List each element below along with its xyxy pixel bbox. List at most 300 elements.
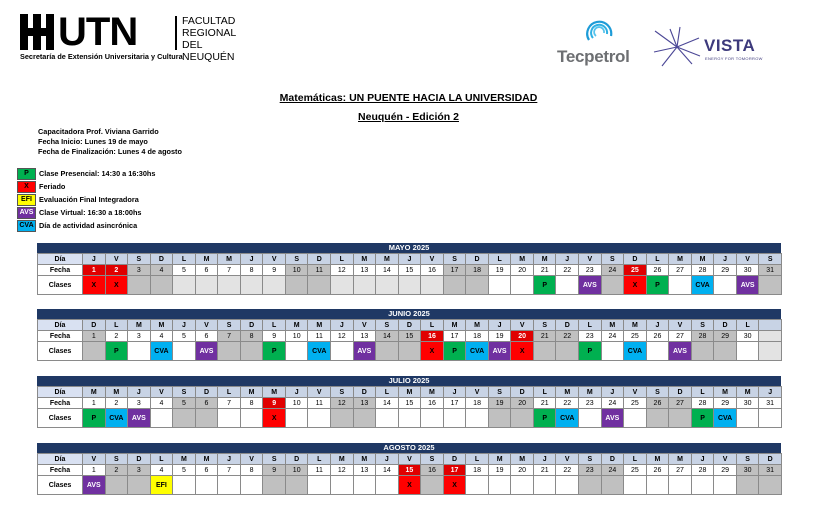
class-cell xyxy=(759,276,782,295)
date-cell: 23 xyxy=(579,398,602,409)
weekday-cell: M xyxy=(398,387,421,398)
date-cell: 25 xyxy=(624,265,647,276)
class-cell: CVA xyxy=(691,276,714,295)
date-cell: 13 xyxy=(353,331,376,342)
weekday-cell: V xyxy=(195,320,218,331)
date-cell: 16 xyxy=(421,398,444,409)
row-fecha xyxy=(38,398,782,409)
weekday-cell: V xyxy=(736,254,759,265)
legend-swatch: X xyxy=(17,181,36,193)
month-title: AGOSTO 2025 xyxy=(37,443,781,453)
row-label: Día xyxy=(38,254,83,265)
class-cell xyxy=(195,276,218,295)
row-fecha xyxy=(38,465,782,476)
date-cell: 13 xyxy=(353,398,376,409)
class-cell xyxy=(714,276,737,295)
date-cell: 3 xyxy=(128,465,151,476)
date-cell: 15 xyxy=(398,398,421,409)
calendar-julio xyxy=(37,376,781,428)
date-cell: 27 xyxy=(669,465,692,476)
class-cell xyxy=(624,409,647,428)
class-cell: AVS xyxy=(736,276,759,295)
date-cell: 23 xyxy=(579,465,602,476)
weekday-cell: D xyxy=(128,454,151,465)
weekday-cell: V xyxy=(398,454,421,465)
weekday-cell: M xyxy=(579,387,602,398)
row-label: Clases xyxy=(38,342,83,361)
weekday-cell: V xyxy=(466,387,489,398)
class-cell: CVA xyxy=(105,409,128,428)
weekday-cell: D xyxy=(714,320,737,331)
class-cell xyxy=(398,342,421,361)
date-cell: 22 xyxy=(556,398,579,409)
weekday-cell: L xyxy=(646,254,669,265)
weekday-cell: L xyxy=(150,454,173,465)
class-cell: X xyxy=(83,276,106,295)
weekday-cell: M xyxy=(556,387,579,398)
date-cell: 30 xyxy=(736,398,759,409)
weekday-cell: J xyxy=(759,387,782,398)
weekday-cell: S xyxy=(759,254,782,265)
date-cell: 25 xyxy=(624,331,647,342)
weekday-cell: S xyxy=(579,454,602,465)
row-dia xyxy=(38,320,782,331)
date-cell: 1 xyxy=(83,265,106,276)
weekday-cell: L xyxy=(533,387,556,398)
weekday-cell: M xyxy=(736,387,759,398)
weekday-cell: S xyxy=(646,387,669,398)
row-label: Día xyxy=(38,454,83,465)
class-cell xyxy=(759,476,782,495)
date-cell: 2 xyxy=(105,265,128,276)
date-cell: 22 xyxy=(556,331,579,342)
class-cell xyxy=(466,276,489,295)
weekday-cell: D xyxy=(308,254,331,265)
weekday-cell: S xyxy=(443,254,466,265)
date-cell: 14 xyxy=(376,398,399,409)
weekday-cell: M xyxy=(285,320,308,331)
class-cell xyxy=(421,276,444,295)
date-cell: 9 xyxy=(263,465,286,476)
class-cell xyxy=(376,276,399,295)
date-cell: 1 xyxy=(83,331,106,342)
date-cell: 18 xyxy=(466,398,489,409)
date-cell: 17 xyxy=(443,465,466,476)
weekday-cell: M xyxy=(511,254,534,265)
class-cell xyxy=(218,476,241,495)
date-cell: 8 xyxy=(240,465,263,476)
weekday-cell: M xyxy=(353,254,376,265)
date-cell: 5 xyxy=(173,265,196,276)
vista-tagline: ENERGY FOR TOMORROW xyxy=(705,56,763,61)
date-cell: 24 xyxy=(601,465,624,476)
class-cell xyxy=(263,476,286,495)
date-cell: 17 xyxy=(443,331,466,342)
weekday-cell: L xyxy=(376,387,399,398)
date-cell: 9 xyxy=(263,331,286,342)
weekday-cell: S xyxy=(173,387,196,398)
date-cell: 23 xyxy=(579,331,602,342)
row-fecha xyxy=(38,265,782,276)
vista-wordmark: VISTA xyxy=(704,36,756,55)
vista-star-icon xyxy=(652,26,702,68)
legend-label: Feriado xyxy=(39,182,66,191)
class-cell xyxy=(398,409,421,428)
date-cell: 2 xyxy=(105,465,128,476)
weekday-cell: M xyxy=(150,320,173,331)
date-cell: 23 xyxy=(579,265,602,276)
weekday-cell: M xyxy=(488,454,511,465)
class-cell: P xyxy=(646,276,669,295)
date-cell: 5 xyxy=(173,331,196,342)
date-cell: 25 xyxy=(624,398,647,409)
date-cell: 7 xyxy=(218,398,241,409)
date-cell: 21 xyxy=(533,398,556,409)
weekday-cell: M xyxy=(263,387,286,398)
date-cell: 6 xyxy=(195,331,218,342)
date-cell: 26 xyxy=(646,331,669,342)
date-cell: 31 xyxy=(759,265,782,276)
date-cell: 29 xyxy=(714,465,737,476)
weekday-cell: J xyxy=(128,387,151,398)
date-cell: 14 xyxy=(376,265,399,276)
class-cell xyxy=(240,476,263,495)
date-cell: 5 xyxy=(173,398,196,409)
class-cell xyxy=(556,476,579,495)
date-cell: 30 xyxy=(736,331,759,342)
weekday-cell: V xyxy=(83,454,106,465)
class-cell xyxy=(691,342,714,361)
date-cell: 4 xyxy=(150,331,173,342)
row-label: Día xyxy=(38,387,83,398)
weekday-cell: V xyxy=(150,387,173,398)
legend-label: Día de actividad asincrónica xyxy=(39,221,138,230)
class-cell xyxy=(285,276,308,295)
date-cell: 22 xyxy=(556,465,579,476)
weekday-cell: J xyxy=(556,254,579,265)
class-cell: X xyxy=(263,409,286,428)
date-cell: 20 xyxy=(511,465,534,476)
utn-wordmark: UTN xyxy=(58,10,138,54)
weekday-cell: J xyxy=(285,387,308,398)
class-cell: CVA xyxy=(466,342,489,361)
date-cell: 11 xyxy=(308,265,331,276)
weekday-cell: S xyxy=(533,320,556,331)
weekday-cell: M xyxy=(195,254,218,265)
class-cell xyxy=(195,476,218,495)
weekday-cell: S xyxy=(331,387,354,398)
weekday-cell: M xyxy=(443,320,466,331)
row-label: Fecha xyxy=(38,331,83,342)
class-cell: AVS xyxy=(195,342,218,361)
date-cell: 6 xyxy=(195,265,218,276)
class-cell xyxy=(488,276,511,295)
weekday-cell: D xyxy=(669,387,692,398)
class-cell xyxy=(285,409,308,428)
class-cell: CVA xyxy=(308,342,331,361)
class-cell xyxy=(624,476,647,495)
date-cell: 11 xyxy=(308,398,331,409)
month-table xyxy=(37,453,782,495)
date-cell: 2 xyxy=(105,331,128,342)
row-clases xyxy=(38,476,782,495)
date-cell: 24 xyxy=(601,331,624,342)
class-cell xyxy=(105,476,128,495)
weekday-cell: M xyxy=(624,320,647,331)
row-label: Fecha xyxy=(38,265,83,276)
date-cell: 20 xyxy=(511,265,534,276)
class-cell xyxy=(691,476,714,495)
class-cell xyxy=(308,276,331,295)
weekday-cell: M xyxy=(376,254,399,265)
weekday-cell: D xyxy=(240,320,263,331)
fecha-inicio-text: Fecha Inicio: Lunes 19 de mayo xyxy=(38,137,148,147)
weekday-cell: V xyxy=(579,254,602,265)
utn-logo xyxy=(20,10,250,64)
weekday-cell: V xyxy=(263,254,286,265)
class-cell: AVS xyxy=(83,476,106,495)
weekday-cell: J xyxy=(83,254,106,265)
class-cell xyxy=(285,476,308,495)
weekday-cell: J xyxy=(691,454,714,465)
month-table xyxy=(37,319,782,361)
date-cell: 31 xyxy=(759,398,782,409)
class-cell: AVS xyxy=(353,342,376,361)
date-cell: 9 xyxy=(263,398,286,409)
class-cell xyxy=(669,276,692,295)
weekday-cell: S xyxy=(128,254,151,265)
legend xyxy=(17,167,155,232)
class-cell xyxy=(398,276,421,295)
date-cell: 8 xyxy=(240,265,263,276)
secretaria-name: Secretaría de Extensión Universitaria y Cultura xyxy=(20,52,183,61)
class-cell: X xyxy=(511,342,534,361)
weekday-cell: D xyxy=(285,454,308,465)
class-cell xyxy=(443,276,466,295)
date-cell: 4 xyxy=(150,398,173,409)
weekday-cell: V xyxy=(624,387,647,398)
weekday-cell: M xyxy=(218,254,241,265)
date-cell: 18 xyxy=(466,265,489,276)
class-cell xyxy=(601,476,624,495)
page-subtitle: Neuquén - Edición 2 xyxy=(358,111,459,123)
class-cell xyxy=(736,342,759,361)
date-cell: 1 xyxy=(83,398,106,409)
legend-item xyxy=(17,206,155,219)
weekday-cell: S xyxy=(691,320,714,331)
legend-swatch: AVS xyxy=(17,207,36,219)
class-cell xyxy=(488,409,511,428)
weekday-cell: D xyxy=(556,320,579,331)
date-cell: 28 xyxy=(691,331,714,342)
class-cell xyxy=(83,342,106,361)
class-cell: CVA xyxy=(150,342,173,361)
date-cell: 16 xyxy=(421,265,444,276)
class-cell xyxy=(556,342,579,361)
weekday-cell: M xyxy=(173,454,196,465)
weekday-cell: D xyxy=(398,320,421,331)
weekday-cell: S xyxy=(488,387,511,398)
class-cell: X xyxy=(624,276,647,295)
row-dia xyxy=(38,454,782,465)
class-cell: X xyxy=(105,276,128,295)
legend-label: Evaluación Final Integradora xyxy=(39,195,139,204)
date-cell: 28 xyxy=(691,398,714,409)
legend-swatch: EFI xyxy=(17,194,36,206)
date-cell: 24 xyxy=(601,265,624,276)
utn-emblem-icon xyxy=(20,14,54,50)
date-cell: 8 xyxy=(240,398,263,409)
weekday-cell: V xyxy=(669,320,692,331)
empty-cell xyxy=(759,331,782,342)
legend-item xyxy=(17,193,155,206)
class-cell xyxy=(240,409,263,428)
tecpetrol-swirl-icon xyxy=(585,20,615,46)
class-cell xyxy=(331,342,354,361)
page-title: Matemáticas: UN PUENTE HACIA LA UNIVERSIDAD xyxy=(279,92,538,104)
weekday-cell: D xyxy=(443,454,466,465)
weekday-cell: V xyxy=(308,387,331,398)
class-cell: P xyxy=(83,409,106,428)
weekday-cell: L xyxy=(218,387,241,398)
date-cell: 14 xyxy=(376,465,399,476)
class-cell: P xyxy=(443,342,466,361)
course-info xyxy=(38,127,182,158)
weekday-cell: M xyxy=(240,387,263,398)
date-cell: 19 xyxy=(488,465,511,476)
weekday-cell: L xyxy=(624,454,647,465)
class-cell xyxy=(331,476,354,495)
legend-item xyxy=(17,180,155,193)
class-cell xyxy=(669,476,692,495)
legend-label: Clase Virtual: 16:30 a 18:00hs xyxy=(39,208,142,217)
class-cell: CVA xyxy=(624,342,647,361)
weekday-cell: L xyxy=(488,254,511,265)
date-cell: 21 xyxy=(533,331,556,342)
date-cell: 1 xyxy=(83,465,106,476)
weekday-cell: L xyxy=(736,320,759,331)
date-cell: 27 xyxy=(669,265,692,276)
weekday-cell: D xyxy=(83,320,106,331)
weekday-cell: V xyxy=(556,454,579,465)
date-cell: 29 xyxy=(714,265,737,276)
date-cell: 29 xyxy=(714,331,737,342)
row-clases xyxy=(38,342,782,361)
weekday-cell: D xyxy=(150,254,173,265)
row-label: Clases xyxy=(38,409,83,428)
date-cell: 4 xyxy=(150,265,173,276)
class-cell xyxy=(376,476,399,495)
class-cell xyxy=(466,409,489,428)
date-cell: 17 xyxy=(443,265,466,276)
class-cell xyxy=(353,409,376,428)
class-cell xyxy=(669,409,692,428)
row-clases xyxy=(38,276,782,295)
class-cell xyxy=(421,476,444,495)
class-cell xyxy=(308,476,331,495)
class-cell xyxy=(150,409,173,428)
date-cell: 10 xyxy=(285,265,308,276)
class-cell xyxy=(173,476,196,495)
date-cell: 11 xyxy=(308,465,331,476)
weekday-cell: J xyxy=(331,320,354,331)
class-cell xyxy=(218,276,241,295)
class-cell xyxy=(421,409,444,428)
date-cell: 10 xyxy=(285,331,308,342)
month-table xyxy=(37,253,782,295)
date-cell: 12 xyxy=(331,265,354,276)
class-cell xyxy=(646,342,669,361)
date-cell: 18 xyxy=(466,465,489,476)
weekday-cell: L xyxy=(105,320,128,331)
empty-cell xyxy=(759,320,782,331)
month-table xyxy=(37,386,782,428)
date-cell: 7 xyxy=(218,265,241,276)
class-cell: AVS xyxy=(601,409,624,428)
class-cell xyxy=(601,276,624,295)
class-cell xyxy=(714,476,737,495)
weekday-cell: J xyxy=(601,387,624,398)
date-cell: 13 xyxy=(353,265,376,276)
date-cell: 6 xyxy=(195,398,218,409)
class-cell xyxy=(466,476,489,495)
weekday-cell: M xyxy=(669,254,692,265)
class-cell xyxy=(511,476,534,495)
class-cell xyxy=(218,342,241,361)
date-cell: 7 xyxy=(218,465,241,476)
date-cell: 6 xyxy=(195,465,218,476)
class-cell: P xyxy=(579,342,602,361)
weekday-cell: L xyxy=(691,387,714,398)
empty-cell xyxy=(759,342,782,361)
class-cell xyxy=(263,276,286,295)
weekday-cell: S xyxy=(218,320,241,331)
date-cell: 5 xyxy=(173,465,196,476)
class-cell xyxy=(353,476,376,495)
class-cell xyxy=(759,409,782,428)
class-cell: P xyxy=(691,409,714,428)
class-cell xyxy=(714,342,737,361)
weekday-cell: S xyxy=(285,254,308,265)
date-cell: 19 xyxy=(488,265,511,276)
class-cell: EFI xyxy=(150,476,173,495)
class-cell xyxy=(511,409,534,428)
date-cell: 15 xyxy=(398,331,421,342)
row-dia xyxy=(38,254,782,265)
weekday-cell: M xyxy=(691,254,714,265)
date-cell: 2 xyxy=(105,398,128,409)
fecha-fin-text: Fecha de Finalización: Lunes 4 de agosto xyxy=(38,147,182,157)
class-cell xyxy=(736,409,759,428)
class-cell: P xyxy=(105,342,128,361)
date-cell: 26 xyxy=(646,465,669,476)
class-cell xyxy=(376,409,399,428)
date-cell: 8 xyxy=(240,331,263,342)
weekday-cell: V xyxy=(105,254,128,265)
class-cell xyxy=(601,342,624,361)
weekday-cell: M xyxy=(533,254,556,265)
row-label: Clases xyxy=(38,476,83,495)
date-cell: 12 xyxy=(331,331,354,342)
weekday-cell: M xyxy=(421,387,444,398)
weekday-cell: J xyxy=(646,320,669,331)
date-cell: 25 xyxy=(624,465,647,476)
class-cell xyxy=(285,342,308,361)
date-cell: 9 xyxy=(263,265,286,276)
class-cell xyxy=(646,409,669,428)
weekday-cell: V xyxy=(353,320,376,331)
date-cell: 20 xyxy=(511,398,534,409)
